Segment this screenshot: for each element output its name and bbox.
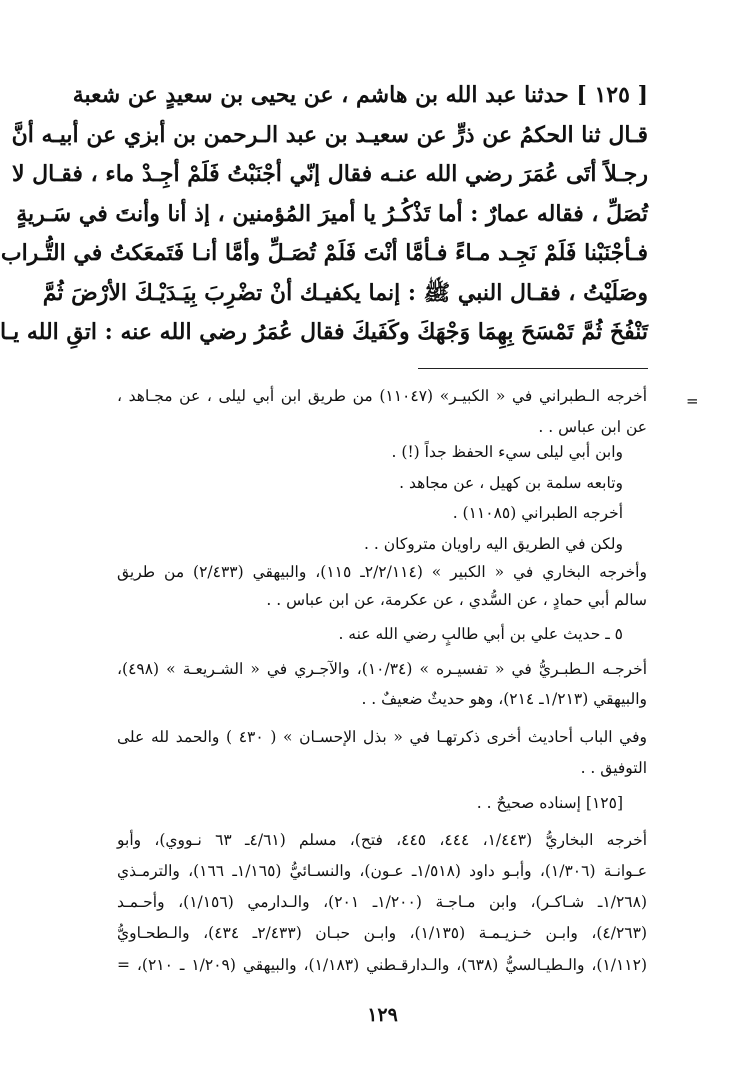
footnote-line: ٥ ـ حديث علي بن أبي طالبٍ رضي الله عنه . bbox=[338, 625, 623, 643]
footnote-line: [١٢٥] إسناده صحيحٌ . . bbox=[476, 794, 623, 812]
main-text-line: فـأجْنَبْنا فَلَمْ نَجِـد مـاءً فـأمَّا أنْتَ فَلَمْ تُصَـلِّ وأمَّا أنـا فَتَمعَكتُ في التُّـراب bbox=[0, 240, 648, 266]
footnote-line: أخرجـه الـطبـريُّ في « تفسيـره » (١٠/٣٤)، والآجـري في « الشـريعـة » (٤٩٨)، bbox=[117, 660, 647, 678]
main-text-line: وصَلَيْتُ ، فقـال النبي ﷺ : إنما يكفيـك أنْ تضْرِبَ بِيَـدَيْـكَ الأرْضَ ثُمَّ bbox=[42, 279, 648, 306]
footnote-line: والبيهقي (١/٢١٣ـ ٢١٤)، وهو حديثٌ ضعيفٌ . . bbox=[361, 690, 647, 708]
continuation-mark: = bbox=[686, 392, 699, 410]
main-text bbox=[0, 76, 648, 353]
footnote-line: أخرجه الطبراني (١١٠٨٥) . bbox=[452, 504, 623, 522]
footnote-divider bbox=[418, 368, 648, 369]
footnote-line: عـوانـة (١/٣٠٦)، وأبـو داود (١/٥١٨ـ عـون)، والنسـائيُّ (١/١٦٥ـ ١٦٦)، والترمـذي bbox=[117, 862, 647, 880]
footnote-line: (٤/٢٦٣)، وابـن خـزيـمـة (١/١٣٥)، وابـن حبـان (٢/٤٣٣ـ ٤٣٤)، والـطحـاويُّ bbox=[117, 924, 647, 942]
footnote-line: أخرجه البخاريُّ (١/٤٤٣، ٤٤٤، ٤٤٥، فتح)، مسلم (٤/٦١ـ ٦٣ نـووي)، وأبو bbox=[117, 831, 647, 849]
main-text-line: قـال ثنا الحكمُ عن ذرٍّ عن سعيـد بن عبد الـرحمن بن أبزي عن أبيـه أنَّ bbox=[11, 121, 648, 148]
main-text-line: رجـلاً أتَى عُمَرَ رضي الله عنـه فقال إنّي أجْنَبْتُ فَلَمْ أجِـدْ ماء ، فقـال لا bbox=[11, 161, 648, 187]
footnote-line: وأخرجه البخاري في « الكبير » (٢/٢/١١٤ـ ١١٥)، والبيهقي (٢/٤٣٣) من طريق bbox=[117, 563, 647, 581]
footnote-line: أخرجه الـطبراني في « الكبيـر» (١١٠٤٧) من طريق ابن أبي ليلى ، عن مجـاهد ، bbox=[117, 387, 647, 405]
footnote-line: وتابعه سلمة بن كهيل ، عن مجاهد . bbox=[399, 474, 623, 492]
main-text-line: تَنْفُخَ ثُمَّ تَمْسَحَ بِهِمَا وَجْهَكَ وكَفَيكَ فقال عُمَرُ رضي الله عنه : اتقِ الله يـا bbox=[0, 319, 648, 345]
footnote-line: التوفيق . . bbox=[580, 759, 647, 777]
main-text-line: [ ١٢٥ ] حدثنا عبد الله بن هاشم ، عن يحيى بن سعيدٍ عن شعبة bbox=[72, 82, 648, 108]
page-number: ١٢٩ bbox=[367, 1004, 398, 1026]
footnote-line: ولكن في الطريق اليه راويان متروكان . . bbox=[364, 535, 623, 553]
footnote-line: عن ابن عباس . . bbox=[538, 418, 647, 436]
footnote-line: وفي الباب أحاديث أخرى ذكرتهـا في « بذل الإحسـان » ( ٤٣٠ ) والحمد لله على bbox=[117, 728, 647, 746]
footnote-line: (١/١١٢)، والـطيـالسيُّ (٦٣٨)، والـدارقـطني (١/١٨٣)، والبيهقي (١/٢٠٩ ـ ٢١٠)، = bbox=[117, 956, 648, 974]
footnote-line: سالم أبي حمادٍ ، عن السُّدي ، عن عكرمة، عن ابن عباس . . bbox=[266, 591, 647, 609]
footnote-line: (١/٢٦٨ـ شـاكـر)، وابن مـاجـة (١/٢٠٠ـ ٢٠١)، والـدارمي (١/١٥٦)، وأحـمـد bbox=[117, 893, 648, 911]
main-text-line: تُصَلِّ ، فقاله عمارٌ : أما تَذْكُـرُ يا أميرَ المُؤمنين ، إذ أنا وأنتَ في سَـريةٍ bbox=[16, 200, 648, 227]
footnote-line: وابن أبي ليلى سيء الحفظ جداً (!) . bbox=[391, 443, 623, 461]
